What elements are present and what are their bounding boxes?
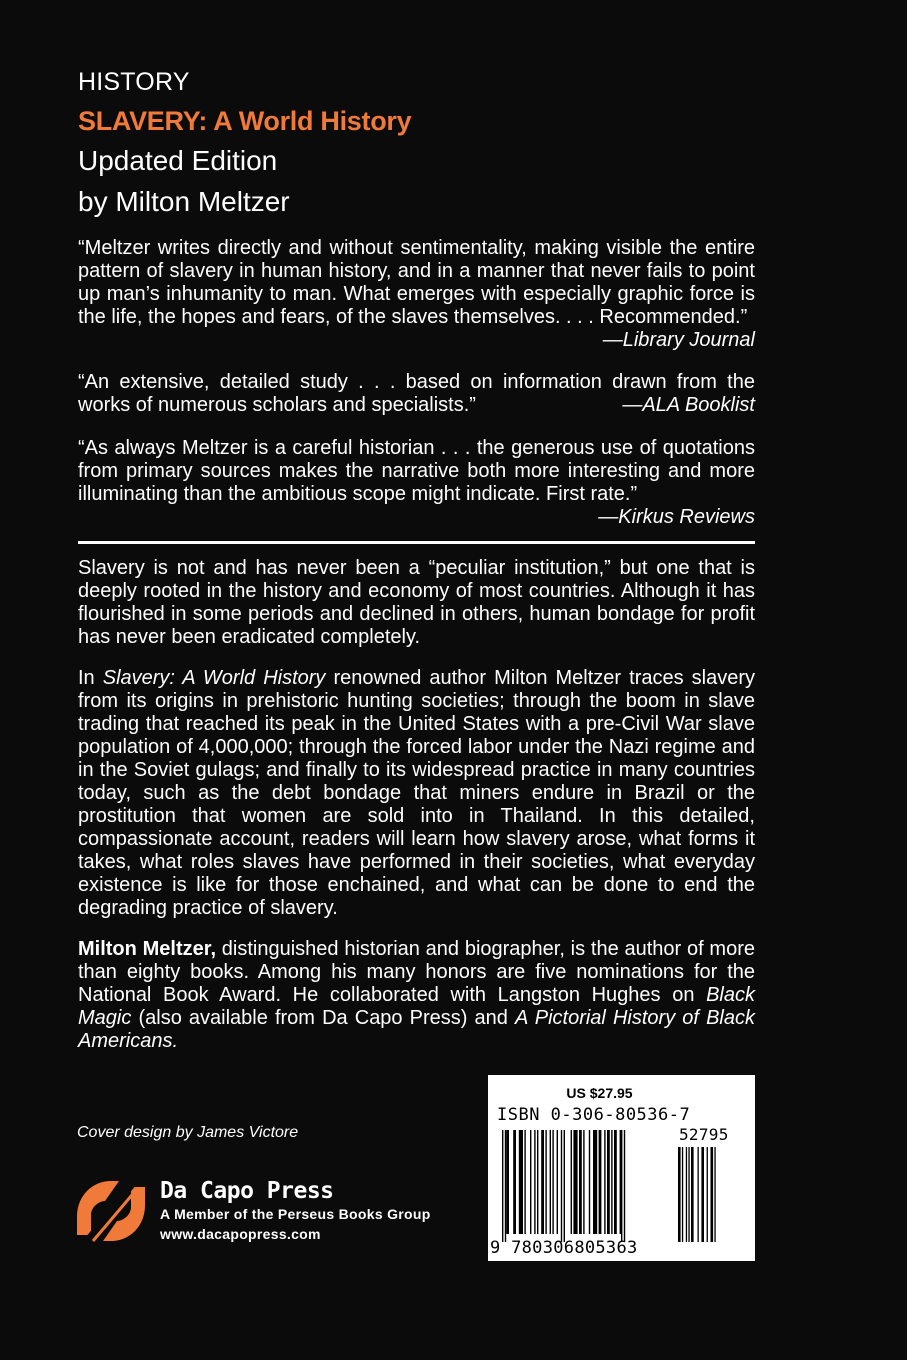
review-quote [78, 237, 755, 352]
addon-code: 52795 [679, 1125, 729, 1144]
addon-bar [682, 1147, 683, 1242]
barcode-bar [534, 1130, 535, 1234]
review-source: —ALA Booklist [622, 394, 755, 416]
price-label: US $27.95 [566, 1085, 633, 1101]
barcode-bar [620, 1130, 621, 1234]
description-paragraph: Slavery is not and has never been a “peculiar institution,” but one that is deeply rooted in the history and economy of most countries. Although it has flourished in some periods and declined in others, human bondage for profit has never been eradicated completely. [78, 557, 755, 648]
barcode-bar [530, 1130, 531, 1234]
addon-bar [678, 1147, 681, 1242]
bio-book-title: A Pictorial History of Black Americans. [78, 1007, 755, 1052]
review-quote [78, 437, 755, 529]
bio-text: distinguished historian and biographer, is the author of more than eighty books. Among his many honors are five nominations for the National Book Award. He collaborated with Langston Hughes on [78, 938, 755, 1006]
addon-bar [711, 1147, 714, 1242]
edition-label: Updated Edition [78, 145, 278, 176]
addon-bar [698, 1147, 699, 1242]
barcode-bar [611, 1130, 612, 1234]
barcode-bar [579, 1130, 582, 1234]
ean-left-digits: 780306 [511, 1238, 575, 1258]
review-quote [78, 371, 755, 417]
barcode-bar [537, 1130, 538, 1234]
barcode-bar [550, 1130, 551, 1234]
review-text: “An extensive, detailed study . . . based on information drawn from the works of numerous scholars and specialists.” [78, 371, 755, 416]
publisher-url: www.dacapopress.com [160, 1226, 321, 1242]
barcode-label [488, 1075, 755, 1261]
addon-bar [691, 1147, 694, 1242]
barcode-bar [524, 1130, 525, 1234]
barcode-bar [604, 1130, 605, 1234]
barcode-bar [561, 1130, 562, 1242]
barcode-bar [505, 1130, 506, 1242]
bio-book-title: Black Magic [78, 984, 755, 1029]
barcode-bar [589, 1130, 590, 1234]
review-text: “Meltzer writes directly and without sentimentality, making visible the entire pattern of slavery in human history, and in a manner that never fails to point up man’s inhumanity to man. What emerges with especially graphic force is the life, the hopes and fears, of the slaves themselves. . . . Recommended.” [78, 237, 755, 328]
bio-name: Milton Meltzer, [78, 938, 217, 960]
barcode-bar [571, 1130, 572, 1234]
barcode-bar [502, 1130, 503, 1242]
addon-bar [686, 1147, 687, 1242]
barcode-bar [621, 1130, 622, 1242]
ean-digits [490, 1238, 638, 1258]
barcode-bar [545, 1130, 546, 1234]
description-text: renowned author Milton Meltzer traces slavery from its origins in prehistoric hunting societies; through the boom in slave trading that reached its peak in the United States with a pre-Civil War slave population of 4,000,000; through the forced labor under the Nazi regime and in the Soviet gulags; and finally to its widespread practice in many countries today, such as the debt bondage that miners endure in Brazil or the prostitution that women are sold into in Thailand. In this detailed, compassionate account, readers will learn how slavery arose, what forms it takes, what roles slaves have performed in their societies, what everyday existence is like for those enchained, and what can be done to end the degrading practice of slavery. [78, 667, 755, 919]
barcode-bar [519, 1130, 523, 1234]
bio-text: (also available from Da Capo Press) and [131, 1007, 516, 1029]
barcode-bar [607, 1130, 610, 1234]
addon-bar [714, 1147, 715, 1242]
addon-bar [701, 1147, 704, 1242]
barcode-bar [557, 1130, 558, 1234]
barcode-bar [593, 1130, 597, 1234]
review-source: —Library Journal [602, 329, 755, 351]
barcode-bars-icon [496, 1127, 748, 1242]
barcode-bar [552, 1130, 553, 1234]
section-divider [78, 541, 755, 544]
barcode-bar [624, 1130, 625, 1242]
isbn-text: ISBN 0-306-80536-7 [497, 1105, 691, 1125]
da-capo-logo-icon [75, 1177, 147, 1245]
category-label: HISTORY [78, 68, 190, 96]
publisher-name: Da Capo Press [160, 1178, 334, 1204]
addon-bar [688, 1147, 689, 1242]
book-title-inline: Slavery: A World History [102, 667, 326, 689]
barcode-bar [599, 1130, 602, 1234]
barcode-bar [573, 1130, 577, 1234]
barcode-bar [564, 1130, 565, 1242]
ean-first-digit: 9 [490, 1238, 501, 1258]
author-bio [78, 938, 755, 1053]
barcode-bar [541, 1130, 544, 1234]
review-text: “As always Meltzer is a careful historian . . . the generous use of quotations from primary sources makes the narrative both more interesting and more illuminating than the ambitious scope might indicate. First rate.” [78, 437, 755, 505]
description-text: In [78, 667, 103, 689]
barcode-bar [583, 1130, 584, 1234]
barcode-bar [506, 1130, 509, 1234]
ean-right-digits: 805363 [574, 1238, 638, 1258]
publisher-member-line: A Member of the Perseus Books Group [160, 1206, 431, 1222]
barcode-bar [614, 1130, 617, 1234]
author-byline: by Milton Meltzer [78, 186, 290, 217]
cover-design-credit: Cover design by James Victore [77, 1124, 299, 1141]
addon-bar [707, 1147, 708, 1242]
review-source: —Kirkus Reviews [598, 506, 755, 528]
barcode-bar [513, 1130, 516, 1234]
description-paragraph [78, 667, 755, 920]
book-title: SLAVERY: A World History [78, 106, 412, 136]
